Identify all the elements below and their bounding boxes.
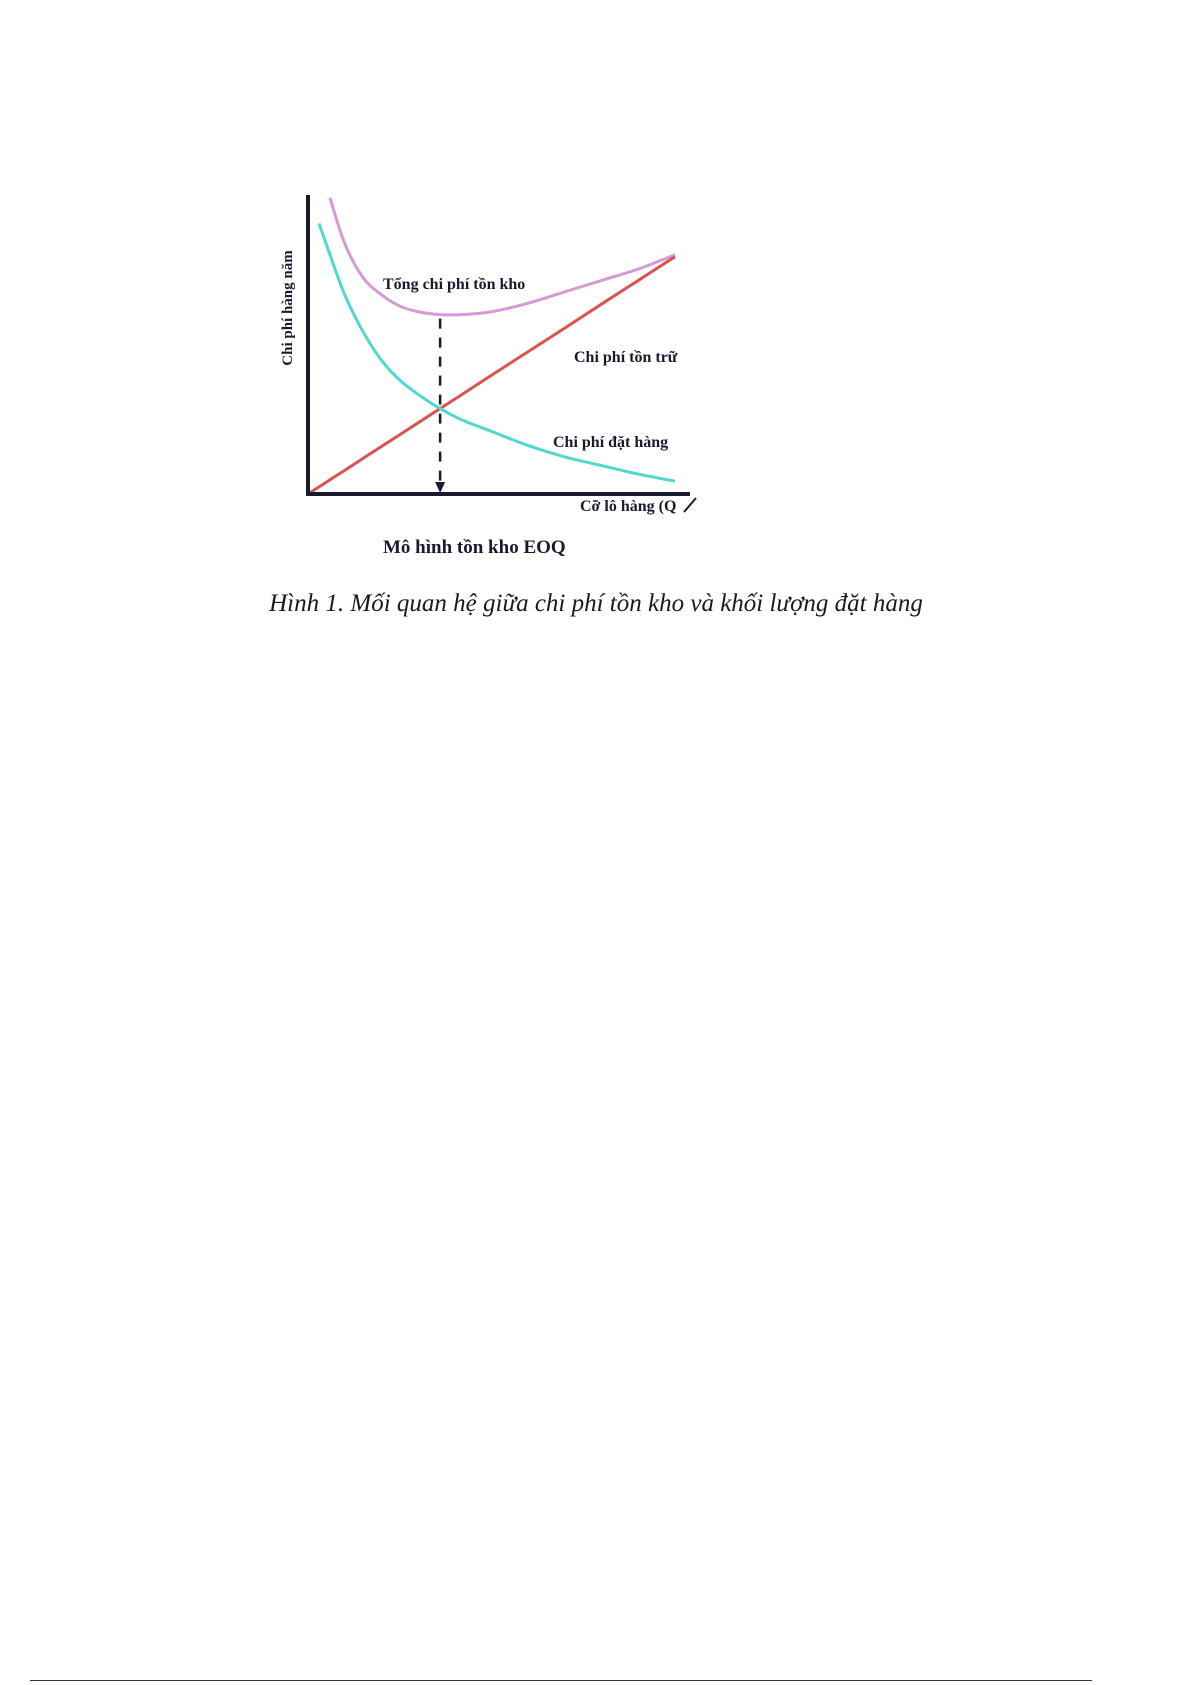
series-label-ordering: Chi phí đặt hàng [553,434,669,451]
series-label-holding: Chi phí tồn trữ [574,349,678,366]
xlabel: Cỡ lô hàng (Q [580,498,677,515]
figure-caption: Hình 1. Mối quan hệ giữa chi phí tồn kho và khối lượng đặt hàng [269,590,923,617]
page-bottom-rule [30,1680,1092,1681]
eoq-arrowhead [435,482,445,493]
eoq-chart [0,0,1192,640]
series-total-curve [330,198,675,315]
chart-title: Mô hình tồn kho EOQ [383,537,566,558]
ylabel: Chi phí hàng năm [280,250,296,366]
xlabel-slash [684,498,696,512]
series-label-total: Tổng chi phí tồn kho [383,276,526,293]
